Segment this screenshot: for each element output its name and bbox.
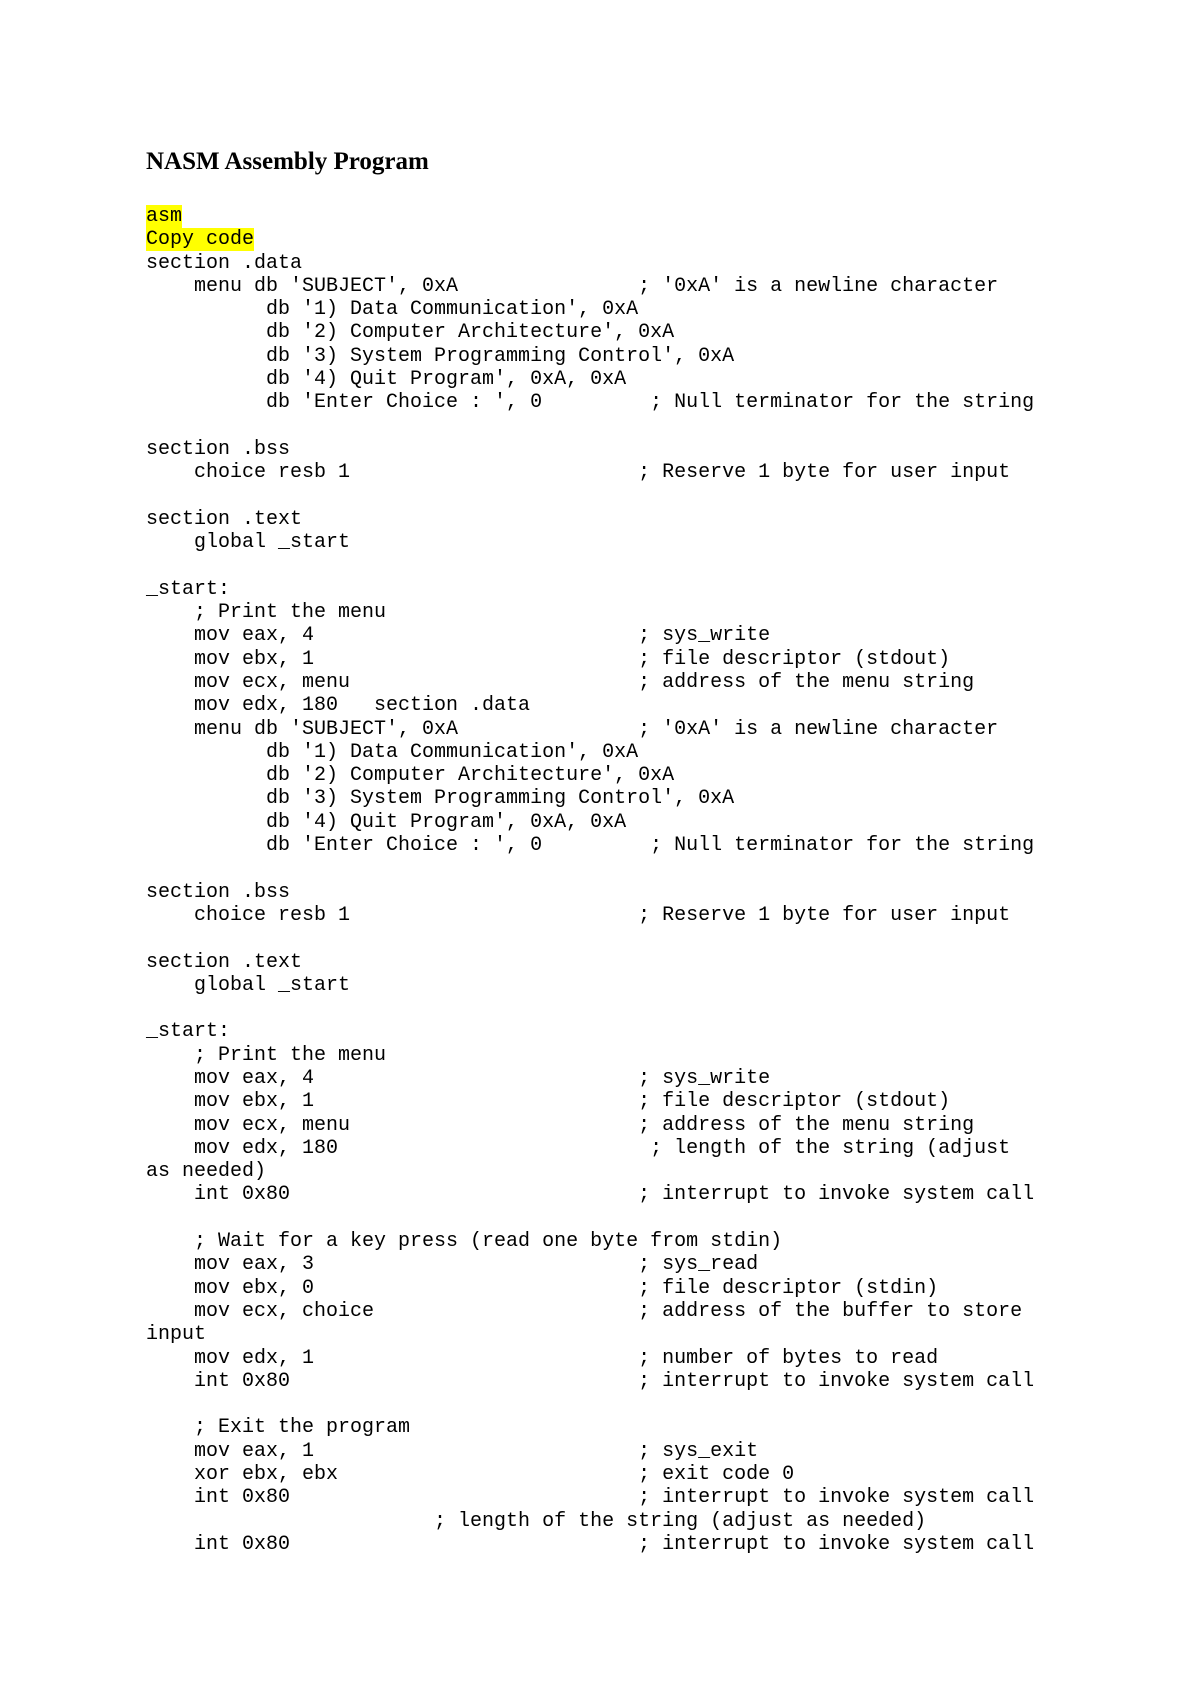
highlighted-code-text: Copy code [146,228,255,252]
code-text: mov ecx, menu ; address of the menu string [146,670,975,694]
code-text: ; length of the string (adjust as needed) [146,1509,927,1533]
code-line [146,1347,1034,1370]
code-text: db '2) Computer Architecture', 0xA [146,764,675,788]
code-line [146,834,1034,857]
highlighted-code-text: asm [146,205,183,228]
code-line [146,857,1034,880]
code-line [146,624,1034,647]
code-line [146,904,1034,927]
code-line [146,1300,1034,1323]
code-text: mov ecx, menu ; address of the menu string [146,1113,975,1137]
code-line [146,1277,1034,1300]
code-line [146,694,1034,717]
code-line [146,1207,1034,1230]
code-text: mov edx, 180 ; length of the string (adjust [146,1136,1011,1160]
code-line [146,1323,1034,1346]
code-text: _start: [146,1020,231,1044]
code-line [146,1416,1034,1439]
code-text: section .text [146,507,303,531]
code-line [146,1253,1034,1276]
code-text: mov eax, 1 ; sys_exit [146,1439,759,1463]
code-text: global _start [146,531,351,555]
code-text: mov ecx, choice ; address of the buffer to store [146,1299,1023,1323]
code-line [146,881,1034,904]
code-line [146,951,1034,974]
code-line [146,1090,1034,1113]
code-text: menu db 'SUBJECT', 0xA ; '0xA' is a newline character [146,717,999,741]
code-line [146,1183,1034,1206]
code-text: ; Wait for a key press (read one byte from stdin) [146,1230,783,1254]
code-text: input [146,1323,207,1347]
code-line [146,1160,1034,1183]
code-text: int 0x80 ; interrupt to invoke system call [146,1486,1035,1510]
code-text: as needed) [146,1160,267,1184]
code-line [146,1020,1034,1043]
code-text: mov eax, 4 ; sys_write [146,1066,771,1090]
code-line [146,787,1034,810]
code-text: section .text [146,950,303,974]
code-text: db '1) Data Communication', 0xA [146,298,639,322]
code-text: section .bss [146,437,291,461]
code-text: mov ebx, 1 ; file descriptor (stdout) [146,647,951,671]
code-line [146,578,1034,601]
code-text: db 'Enter Choice : ', 0 ; Null terminator for the string [146,391,1035,415]
code-line [146,718,1034,741]
code-line [146,1067,1034,1090]
code-line [146,601,1034,624]
code-line [146,508,1034,531]
code-text: menu db 'SUBJECT', 0xA ; '0xA' is a newline character [146,274,999,298]
code-text: choice resb 1 ; Reserve 1 byte for user input [146,461,1011,485]
code-text: db '2) Computer Architecture', 0xA [146,321,675,345]
code-block [146,205,1034,1556]
code-text: section .bss [146,880,291,904]
code-line [146,1230,1034,1253]
code-text: mov ebx, 0 ; file descriptor (stdin) [146,1276,939,1300]
document-title: NASM Assembly Program [146,148,429,175]
code-line [146,1370,1034,1393]
code-line [146,275,1034,298]
code-text: db '3) System Programming Control', 0xA [146,787,735,811]
code-line [146,648,1034,671]
code-text: int 0x80 ; interrupt to invoke system call [146,1532,1035,1556]
code-line [146,1044,1034,1067]
code-line [146,531,1034,554]
code-text: db '4) Quit Program', 0xA, 0xA [146,368,627,392]
code-line [146,1533,1034,1556]
code-line [146,1440,1034,1463]
code-text: db '3) System Programming Control', 0xA [146,344,735,368]
code-line [146,927,1034,950]
code-line [146,764,1034,787]
code-line [146,415,1034,438]
code-text: mov edx, 180 section .data [146,694,531,718]
code-text: xor ebx, ebx ; exit code 0 [146,1463,795,1487]
code-line [146,1137,1034,1160]
code-text: mov edx, 1 ; number of bytes to read [146,1346,939,1370]
code-line [146,485,1034,508]
code-line [146,1486,1034,1509]
code-line [146,345,1034,368]
code-line [146,1393,1034,1416]
code-text: db '4) Quit Program', 0xA, 0xA [146,810,627,834]
code-line [146,997,1034,1020]
code-line [146,1510,1034,1533]
code-line [146,368,1034,391]
code-line [146,228,1034,251]
code-text: int 0x80 ; interrupt to invoke system call [146,1369,1035,1393]
code-text: _start: [146,577,231,601]
code-text: int 0x80 ; interrupt to invoke system call [146,1183,1035,1207]
code-line [146,671,1034,694]
code-line [146,741,1034,764]
code-line [146,974,1034,997]
code-text: global _start [146,973,351,997]
code-line [146,811,1034,834]
code-text: choice resb 1 ; Reserve 1 byte for user input [146,903,1011,927]
code-text: section .data [146,251,303,275]
code-text: ; Print the menu [146,601,387,625]
code-line [146,321,1034,344]
code-line [146,438,1034,461]
code-line [146,298,1034,321]
code-line [146,1463,1034,1486]
code-line [146,205,1034,228]
code-text: mov eax, 4 ; sys_write [146,624,771,648]
code-line [146,391,1034,414]
code-line [146,252,1034,275]
code-text: ; Exit the program [146,1416,411,1440]
code-text: mov ebx, 1 ; file descriptor (stdout) [146,1090,951,1114]
code-text: mov eax, 3 ; sys_read [146,1253,759,1277]
code-line [146,1114,1034,1137]
code-text: ; Print the menu [146,1043,387,1067]
code-line [146,461,1034,484]
code-line [146,554,1034,577]
code-text: db 'Enter Choice : ', 0 ; Null terminator for the string [146,834,1035,858]
code-text: db '1) Data Communication', 0xA [146,740,639,764]
